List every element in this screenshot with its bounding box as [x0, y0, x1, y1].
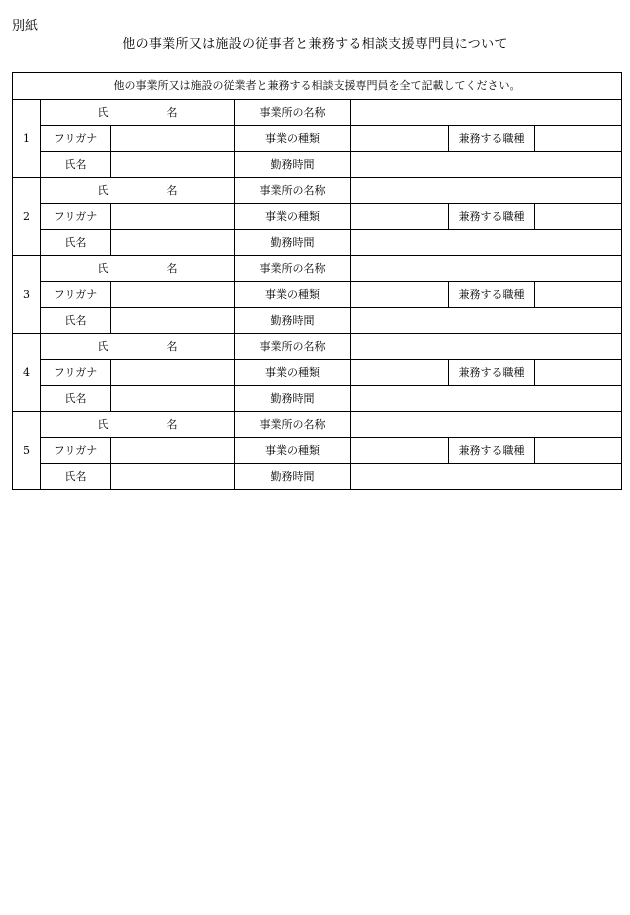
business-type-field[interactable]: [351, 204, 449, 230]
name-label: 氏名: [41, 386, 111, 412]
office-name-field[interactable]: [351, 334, 622, 360]
business-type-label: 事業の種類: [235, 126, 351, 152]
office-name-field[interactable]: [351, 100, 622, 126]
entry-number: 3: [13, 256, 41, 334]
work-hours-label: 勤務時間: [235, 464, 351, 490]
instruction-text: 他の事業所又は施設の従業者と兼務する相談支援専門員を全て記載してください。: [13, 73, 622, 100]
attachment-label: 別紙: [12, 19, 39, 34]
business-type-label: 事業の種類: [235, 282, 351, 308]
office-name-field[interactable]: [351, 412, 622, 438]
name-header-cell: [41, 334, 235, 360]
business-type-field[interactable]: [351, 360, 449, 386]
business-type-label: 事業の種類: [235, 204, 351, 230]
office-name-label: 事業所の名称: [235, 256, 351, 282]
work-hours-field[interactable]: [351, 230, 622, 256]
name-label: 氏名: [41, 308, 111, 334]
name-label: 氏名: [41, 464, 111, 490]
name-field[interactable]: [111, 386, 235, 412]
concurrent-job-field[interactable]: [535, 204, 622, 230]
entry-row-furigana: [13, 438, 622, 464]
work-hours-field[interactable]: [351, 464, 622, 490]
work-hours-label: 勤務時間: [235, 308, 351, 334]
name-header-1: 氏: [97, 105, 109, 119]
furigana-field[interactable]: [111, 360, 235, 386]
entry-number: 5: [13, 412, 41, 490]
work-hours-field[interactable]: [351, 308, 622, 334]
entry-row-name: [13, 464, 622, 490]
furigana-label: フリガナ: [41, 204, 111, 230]
name-header-2: 名: [166, 261, 178, 275]
office-name-label: 事業所の名称: [235, 334, 351, 360]
office-name-label: 事業所の名称: [235, 178, 351, 204]
entry-row-furigana: [13, 360, 622, 386]
office-name-label: 事業所の名称: [235, 100, 351, 126]
business-type-label: 事業の種類: [235, 438, 351, 464]
furigana-label: フリガナ: [41, 126, 111, 152]
furigana-field[interactable]: [111, 438, 235, 464]
work-hours-label: 勤務時間: [235, 230, 351, 256]
name-header-2: 名: [166, 417, 178, 431]
entry-row-name-header: [13, 412, 622, 438]
concurrent-job-label: 兼務する職種: [449, 282, 535, 308]
business-type-label: 事業の種類: [235, 360, 351, 386]
entry-row-furigana: [13, 126, 622, 152]
furigana-label: フリガナ: [41, 438, 111, 464]
furigana-label: フリガナ: [41, 282, 111, 308]
entry-row-furigana: [13, 204, 622, 230]
entry-row-name-header: [13, 100, 622, 126]
business-type-field[interactable]: [351, 282, 449, 308]
concurrent-job-label: 兼務する職種: [449, 360, 535, 386]
entry-row-name: [13, 308, 622, 334]
name-header-cell: [41, 256, 235, 282]
name-header-cell: [41, 178, 235, 204]
name-header-cell: [41, 412, 235, 438]
entry-row-name: [13, 152, 622, 178]
name-header-1: 氏: [97, 417, 109, 431]
name-field[interactable]: [111, 230, 235, 256]
page-title: 他の事業所又は施設の従事者と兼務する相談支援専門員について: [122, 37, 508, 52]
name-header-1: 氏: [97, 183, 109, 197]
name-field[interactable]: [111, 308, 235, 334]
name-header-1: 氏: [97, 339, 109, 353]
concurrent-job-label: 兼務する職種: [449, 126, 535, 152]
work-hours-label: 勤務時間: [235, 386, 351, 412]
name-label: 氏名: [41, 152, 111, 178]
entry-row-name: [13, 386, 622, 412]
concurrent-job-field[interactable]: [535, 360, 622, 386]
concurrent-job-label: 兼務する職種: [449, 204, 535, 230]
business-type-field[interactable]: [351, 126, 449, 152]
entry-row-name-header: [13, 256, 622, 282]
name-header-2: 名: [166, 105, 178, 119]
concurrent-job-field[interactable]: [535, 438, 622, 464]
name-label: 氏名: [41, 230, 111, 256]
name-field[interactable]: [111, 464, 235, 490]
business-type-field[interactable]: [351, 438, 449, 464]
concurrent-job-field[interactable]: [535, 126, 622, 152]
entry-row-name-header: [13, 334, 622, 360]
staff-form-table: [12, 72, 622, 490]
office-name-field[interactable]: [351, 256, 622, 282]
furigana-field[interactable]: [111, 282, 235, 308]
name-header-1: 氏: [97, 261, 109, 275]
concurrent-job-label: 兼務する職種: [449, 438, 535, 464]
furigana-field[interactable]: [111, 204, 235, 230]
instruction-row: [13, 73, 622, 100]
furigana-label: フリガナ: [41, 360, 111, 386]
office-name-field[interactable]: [351, 178, 622, 204]
work-hours-label: 勤務時間: [235, 152, 351, 178]
entry-number: 2: [13, 178, 41, 256]
name-header-cell: [41, 100, 235, 126]
furigana-field[interactable]: [111, 126, 235, 152]
work-hours-field[interactable]: [351, 386, 622, 412]
entry-number: 1: [13, 100, 41, 178]
entry-row-name-header: [13, 178, 622, 204]
work-hours-field[interactable]: [351, 152, 622, 178]
entry-number: 4: [13, 334, 41, 412]
entry-row-furigana: [13, 282, 622, 308]
entry-row-name: [13, 230, 622, 256]
office-name-label: 事業所の名称: [235, 412, 351, 438]
name-header-2: 名: [166, 183, 178, 197]
concurrent-job-field[interactable]: [535, 282, 622, 308]
name-header-2: 名: [166, 339, 178, 353]
name-field[interactable]: [111, 152, 235, 178]
